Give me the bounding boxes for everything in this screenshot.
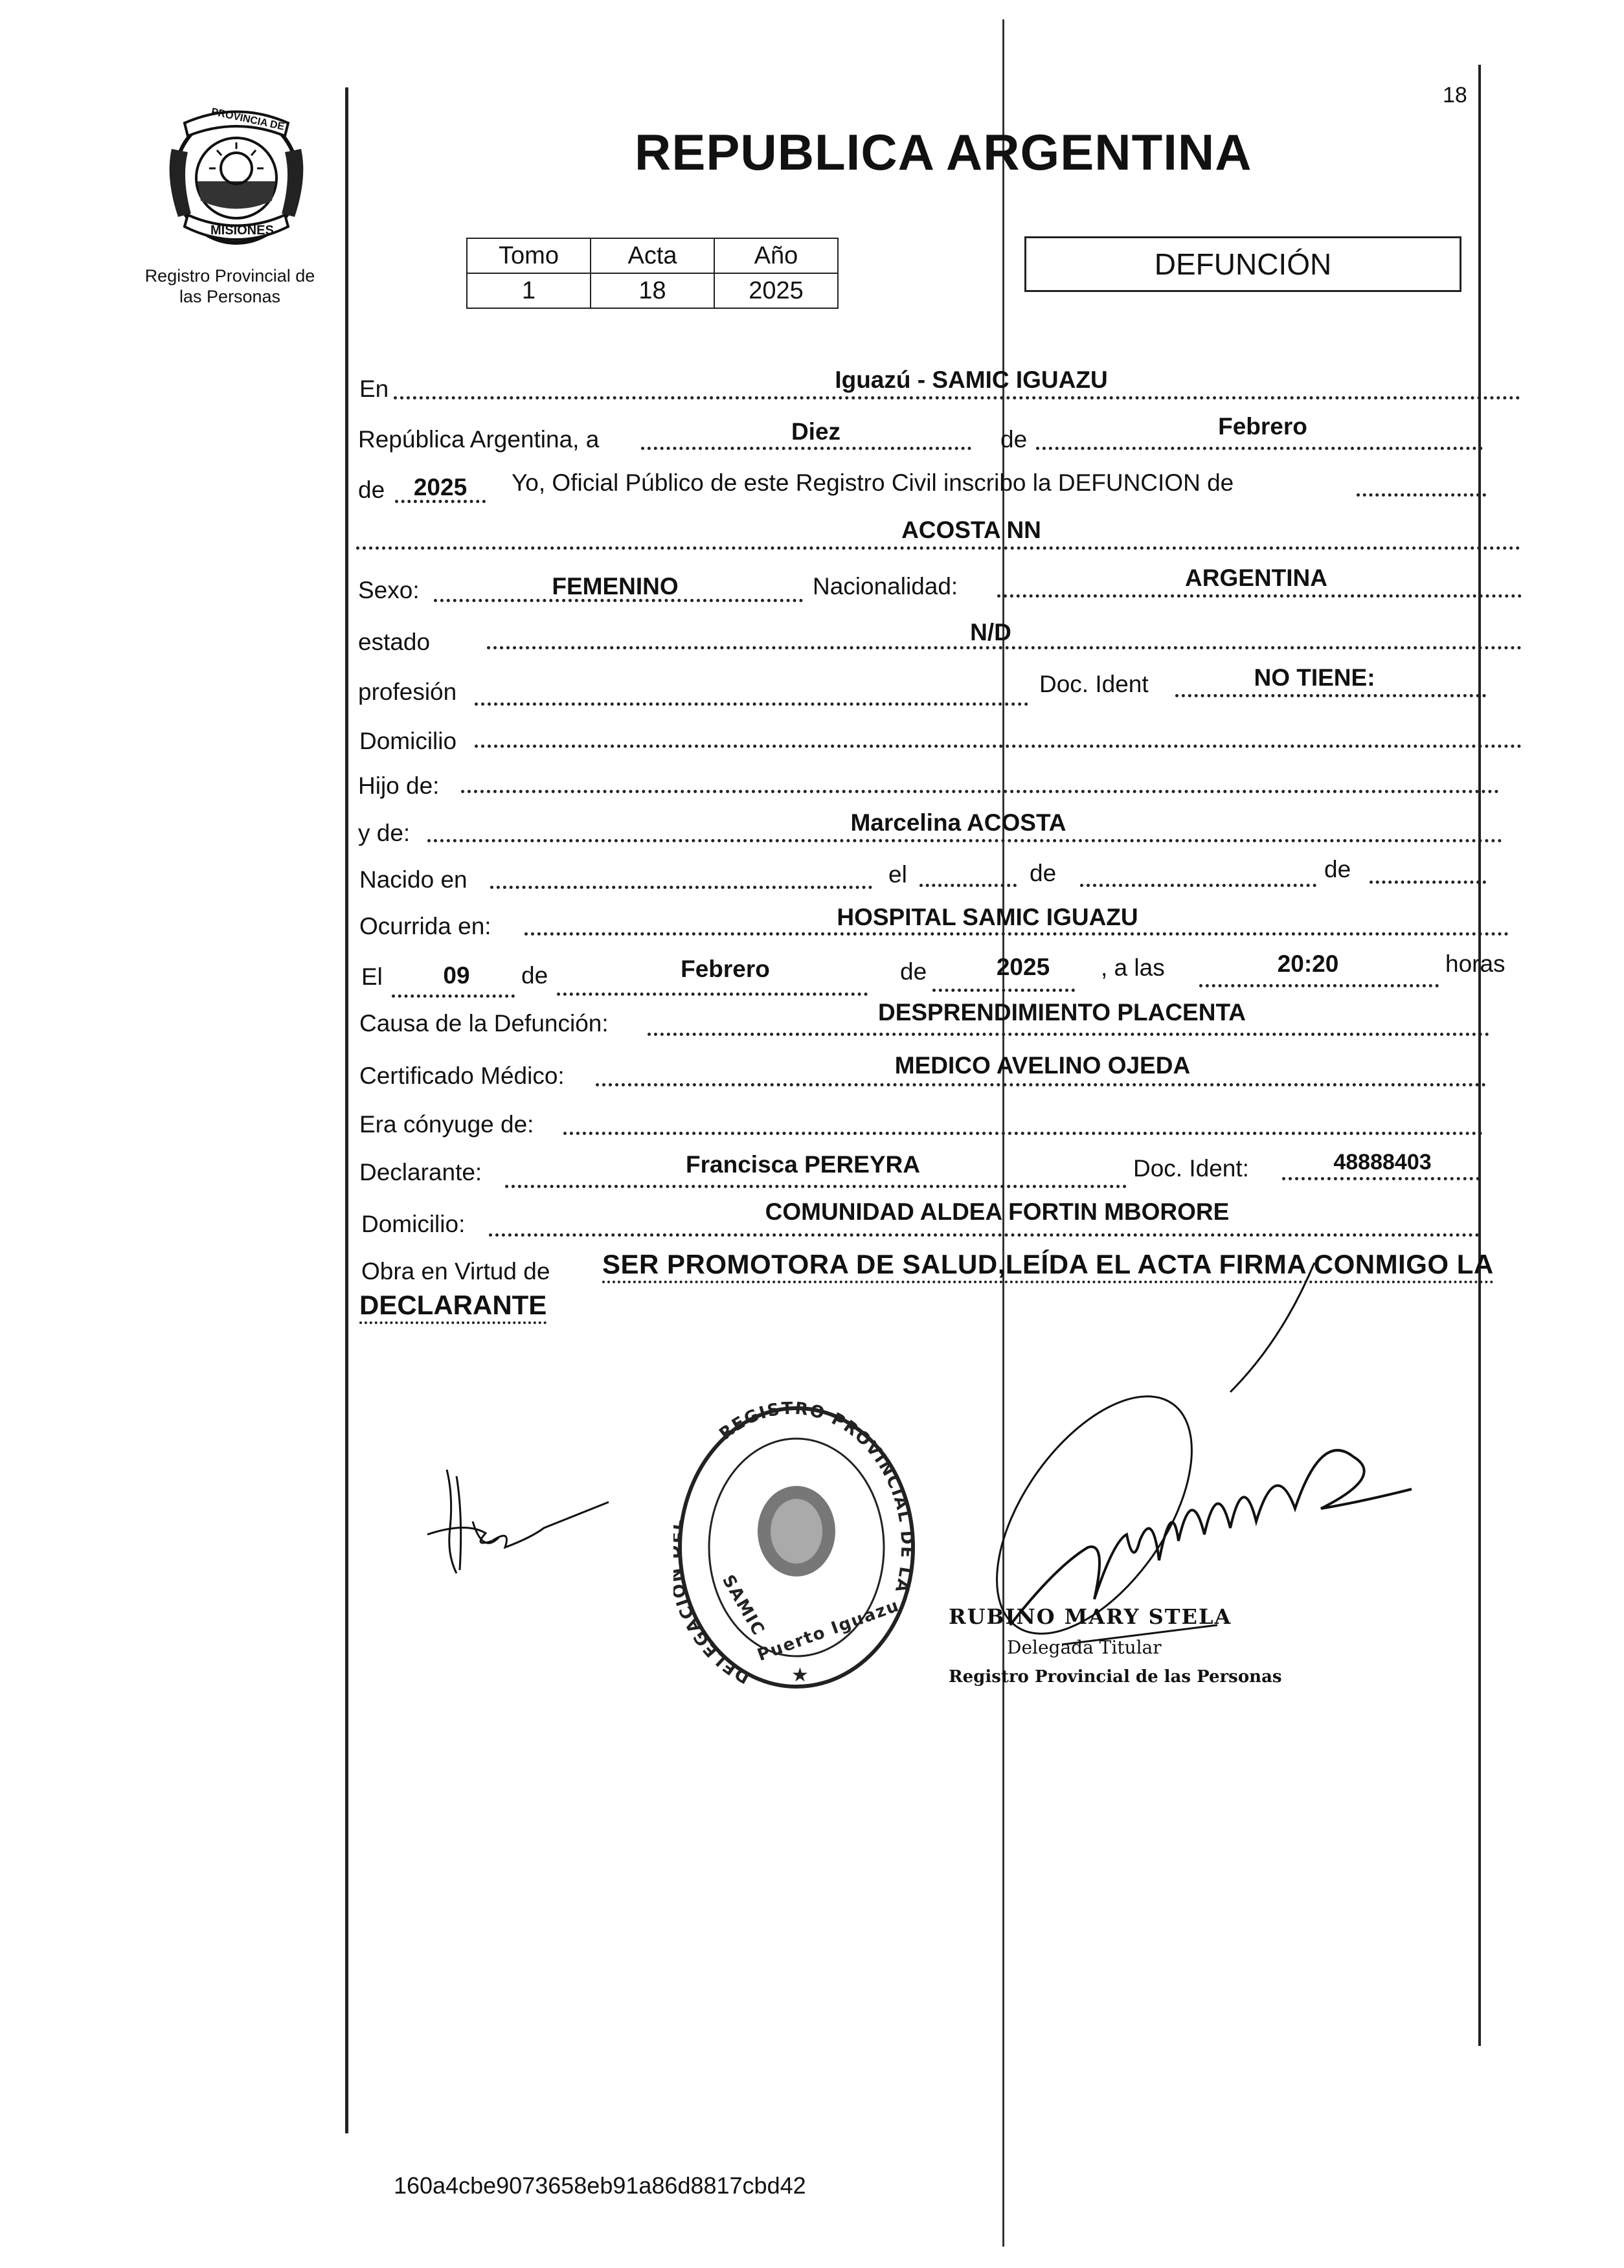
label-domicilio-decl: Domicilio: (361, 1211, 466, 1237)
value-en: Iguazú - SAMIC IGUAZU (835, 366, 1108, 393)
value-fall-hora: 20:20 (1277, 950, 1339, 977)
record-type: DEFUNCIÓN (1154, 247, 1332, 281)
declarant-signature-icon (421, 1457, 628, 1586)
stamp-emblem-icon (758, 1486, 835, 1577)
value-causa: DESPRENDIMIENTO PLACENTA (877, 999, 1246, 1026)
label-certificado: Certificado Médico: (359, 1062, 565, 1089)
dots-profesion (475, 702, 1028, 706)
label-fall-de2: de (900, 958, 927, 985)
stamp-ring-text: REGISTRO PROVINCIAL DE LA (716, 1402, 917, 1596)
logo-text-top: PROVINCIA DE (210, 106, 286, 133)
value-y-de: Marcelina ACOSTA (850, 809, 1066, 836)
dots-domicilio (475, 745, 1522, 748)
label-hijo-de: Hijo de: (358, 772, 440, 799)
dots-dia (641, 447, 971, 450)
left-border-line (345, 87, 348, 2133)
dots-conyuge (563, 1132, 1483, 1135)
value-domicilio-decl: COMUNIDAD ALDEA FORTIN MBORORE (765, 1198, 1230, 1225)
stamp-inner-text-1: SAMIC (717, 1571, 769, 1640)
record-type-box (1024, 236, 1461, 292)
dots-nacionalidad (997, 594, 1522, 598)
dots-mes (1036, 447, 1483, 450)
label-y-de: y de: (358, 820, 411, 846)
stamp-ring-text-left: DELEGACI (673, 1595, 754, 1687)
record-value-acta: 18 (591, 273, 714, 308)
record-header-tomo: Tomo (467, 238, 591, 273)
label-fall-de: de (521, 962, 548, 989)
value-fall-dia: 09 (443, 962, 470, 989)
dots-hijo-de (461, 790, 1499, 793)
dots-nombre (356, 546, 1520, 550)
record-value-anio: 2025 (714, 273, 838, 308)
dots-y-de (427, 839, 1502, 842)
label-conyuge: Era cónyuge de: (359, 1111, 534, 1138)
dots-nacido-dia (919, 884, 1017, 887)
value-anio: 2025 (413, 474, 468, 500)
label-fall-alas: , a las (1101, 954, 1165, 981)
value-nombre: ACOSTA NN (901, 517, 1041, 543)
label-doc-ident: Doc. Ident (1039, 671, 1149, 697)
dots-fall-dia (392, 994, 515, 998)
value-fall-mes: Febrero (681, 956, 770, 982)
value-decl-doc: 48888403 (1333, 1150, 1432, 1174)
value-mes: Febrero (1218, 413, 1307, 440)
label-nacido-de2: de (1324, 856, 1351, 882)
signatory-org: Registro Provincial de las Personas (949, 1667, 1282, 1687)
page-number: 18 (1443, 83, 1467, 107)
label-sexo: Sexo: (358, 577, 420, 603)
record-table (466, 238, 839, 309)
dots-estado (487, 646, 1522, 649)
stamp-star-icon: ★ (791, 1665, 809, 1686)
label-nacido-de: de (1030, 860, 1057, 886)
value-obra-1: SER PROMOTORA DE SALUD,LEÍDA EL ACTA FIRMA CONMIGO LA (602, 1251, 1494, 1283)
value-fall-anio: 2025 (996, 954, 1050, 980)
record-value-tomo: 1 (467, 273, 591, 308)
logo-text-bottom: MISIONES (210, 223, 274, 238)
label-profesion: profesión (358, 679, 457, 705)
record-header-acta: Acta (591, 238, 714, 273)
label-obra: Obra en Virtud de (361, 1258, 550, 1285)
label-nacido-el: el (888, 861, 907, 888)
right-border-line (1478, 65, 1481, 2046)
dots-fall-mes (557, 993, 868, 996)
label-causa: Causa de la Defunción: (359, 1010, 609, 1037)
official-signature-icon (958, 1263, 1476, 1651)
official-stamp (673, 1402, 919, 1693)
label-declarante: Declarante: (359, 1159, 482, 1185)
dots-causa (648, 1033, 1489, 1036)
value-declarante: Francisca PEREYRA (686, 1151, 920, 1178)
value-nacionalidad: ARGENTINA (1185, 565, 1327, 591)
label-nacido-en: Nacido en (359, 866, 468, 893)
dots-declarante (505, 1185, 1127, 1188)
registry-logo (159, 104, 314, 253)
label-yo: Yo, Oficial Público de este Registro Civil inscribo la DEFUNCION de (512, 469, 1234, 496)
label-de-anio: de (358, 477, 385, 503)
value-ocurrida: HOSPITAL SAMIC IGUAZU (837, 904, 1138, 930)
dots-fall-hora (1199, 984, 1439, 987)
signatory-title: Delegada Titular (1007, 1637, 1162, 1658)
signatory-name: RUBINO MARY STELA (949, 1604, 1232, 1629)
value-certificado: MEDICO AVELINO OJEDA (894, 1052, 1191, 1079)
dots-fall-anio (932, 989, 1075, 992)
document-hash: 160a4cbe9073658eb91a86d8817cbd42 (394, 2172, 806, 2199)
dots-en (394, 396, 1520, 399)
label-decl-doc: Doc. Ident: (1133, 1155, 1249, 1182)
dots-nacido-lugar (490, 886, 872, 889)
value-doc-ident: NO TIENE: (1254, 664, 1375, 691)
record-header-anio: Año (714, 238, 838, 273)
registry-name: Registro Provincial de las Personas (144, 266, 315, 307)
dots-decl-doc (1282, 1177, 1480, 1180)
label-ocurrida: Ocurrida en: (359, 913, 491, 939)
label-en: En (359, 376, 389, 402)
dots-doc-ident (1175, 694, 1486, 697)
label-estado: estado (358, 629, 431, 655)
page-title: REPUBLICA ARGENTINA (635, 124, 1252, 181)
dots-domicilio-decl (489, 1233, 1480, 1237)
label-fall-horas: horas (1445, 950, 1506, 977)
value-obra-2: DECLARANTE (359, 1292, 547, 1324)
dots-nacido-anio (1370, 881, 1486, 884)
dots-certificado (596, 1083, 1486, 1086)
label-domicilio: Domicilio (359, 728, 457, 754)
label-fall-el: El (361, 963, 383, 990)
dots-nacido-mes (1080, 884, 1316, 887)
value-estado: N/D (970, 619, 1011, 646)
value-dia: Diez (791, 418, 841, 445)
label-republica: República Argentina, a (358, 426, 600, 453)
label-de-mes: de (1000, 426, 1028, 453)
label-nacionalidad: Nacionalidad: (813, 573, 958, 600)
stamp-inner-text-2: Puerto Iguazu (754, 1595, 903, 1666)
dots-yo (1357, 493, 1486, 497)
value-sexo: FEMENINO (552, 573, 679, 600)
dots-ocurrida (524, 932, 1509, 936)
